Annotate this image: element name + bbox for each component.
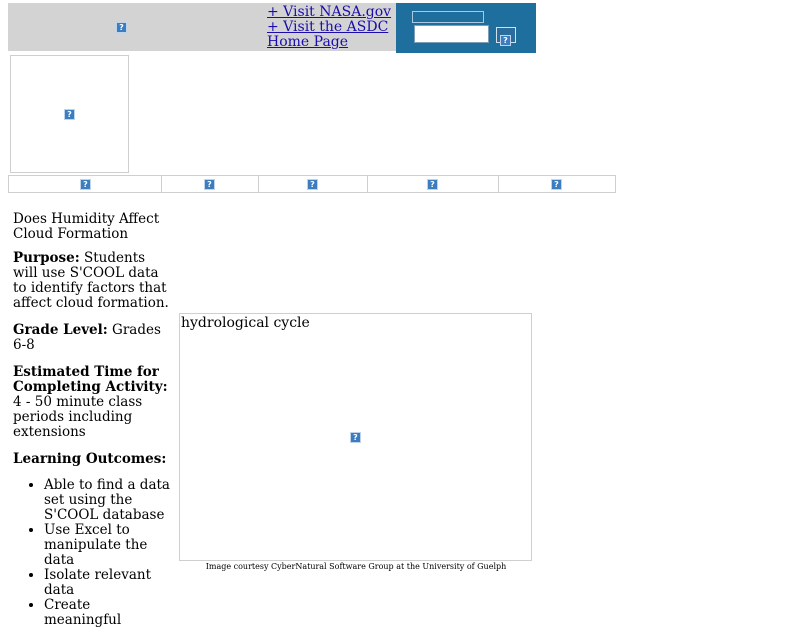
- lesson-title: Does Humidity Affect Cloud Formation: [13, 211, 160, 242]
- time-paragraph: [13, 365, 171, 440]
- purpose-paragraph: [13, 251, 171, 311]
- logo-image: [10, 55, 129, 173]
- grade-label: Grade Level:: [13, 322, 108, 338]
- list-item: • Isolate relevant data: [44, 568, 171, 598]
- list-item: • Create meaningful: [44, 598, 171, 628]
- home-page-link[interactable]: Home Page: [267, 34, 349, 50]
- nav-item-2[interactable]: [161, 175, 259, 193]
- broken-image-icon: ?: [80, 179, 91, 190]
- time-label: Estimated Time for Completing Activity:: [13, 364, 168, 395]
- broken-image-icon: ?: [500, 35, 511, 46]
- broken-image-icon: ?: [307, 179, 318, 190]
- header-spacer-cell: [234, 3, 264, 51]
- list-item: • Able to find a data set using the S'COOL database: [44, 478, 171, 523]
- grade-text: Grades 6-8: [13, 322, 161, 353]
- broken-image-icon: ?: [427, 179, 438, 190]
- search-button[interactable]: [496, 27, 516, 43]
- hydrological-cycle-image: [179, 313, 532, 561]
- header-logo-cell: [8, 3, 234, 51]
- image-caption: Image courtesy CyberNatural Software Group at the University of Guelph: [205, 562, 507, 571]
- nav-item-3[interactable]: [258, 175, 368, 193]
- outcomes-label: Learning Outcomes:: [13, 451, 167, 467]
- broken-image-icon: ?: [551, 179, 562, 190]
- nav-item-5[interactable]: [498, 175, 616, 193]
- broken-image-icon: ?: [64, 109, 75, 120]
- nav-item-4[interactable]: [367, 175, 499, 193]
- outcomes-heading: [13, 452, 171, 467]
- search-label-box: [412, 11, 484, 23]
- outcomes-list: [13, 478, 171, 628]
- header-links: [264, 3, 396, 51]
- broken-image-icon: ?: [350, 432, 361, 443]
- visit-nasa-link[interactable]: + Visit NASA.gov: [267, 4, 392, 20]
- grade-paragraph: [13, 323, 171, 353]
- nav-item-1[interactable]: [8, 175, 162, 193]
- purpose-label: Purpose:: [13, 250, 80, 266]
- nav-bar: [8, 175, 615, 193]
- search-input[interactable]: [414, 25, 489, 43]
- list-item: • Use Excel to manipulate the data: [44, 523, 171, 568]
- image-alt-text: hydrological cycle: [181, 315, 310, 331]
- time-text: 4 - 50 minute class periods including extensions: [13, 394, 143, 440]
- lesson-content: [13, 212, 171, 628]
- header-search: [396, 3, 536, 53]
- broken-image-icon: ?: [204, 179, 215, 190]
- visit-asdc-link[interactable]: + Visit the ASDC: [267, 19, 389, 35]
- broken-image-icon: ?: [116, 22, 127, 33]
- purpose-text: Students will use S'COOL data to identify factors that affect cloud formation.: [13, 250, 169, 311]
